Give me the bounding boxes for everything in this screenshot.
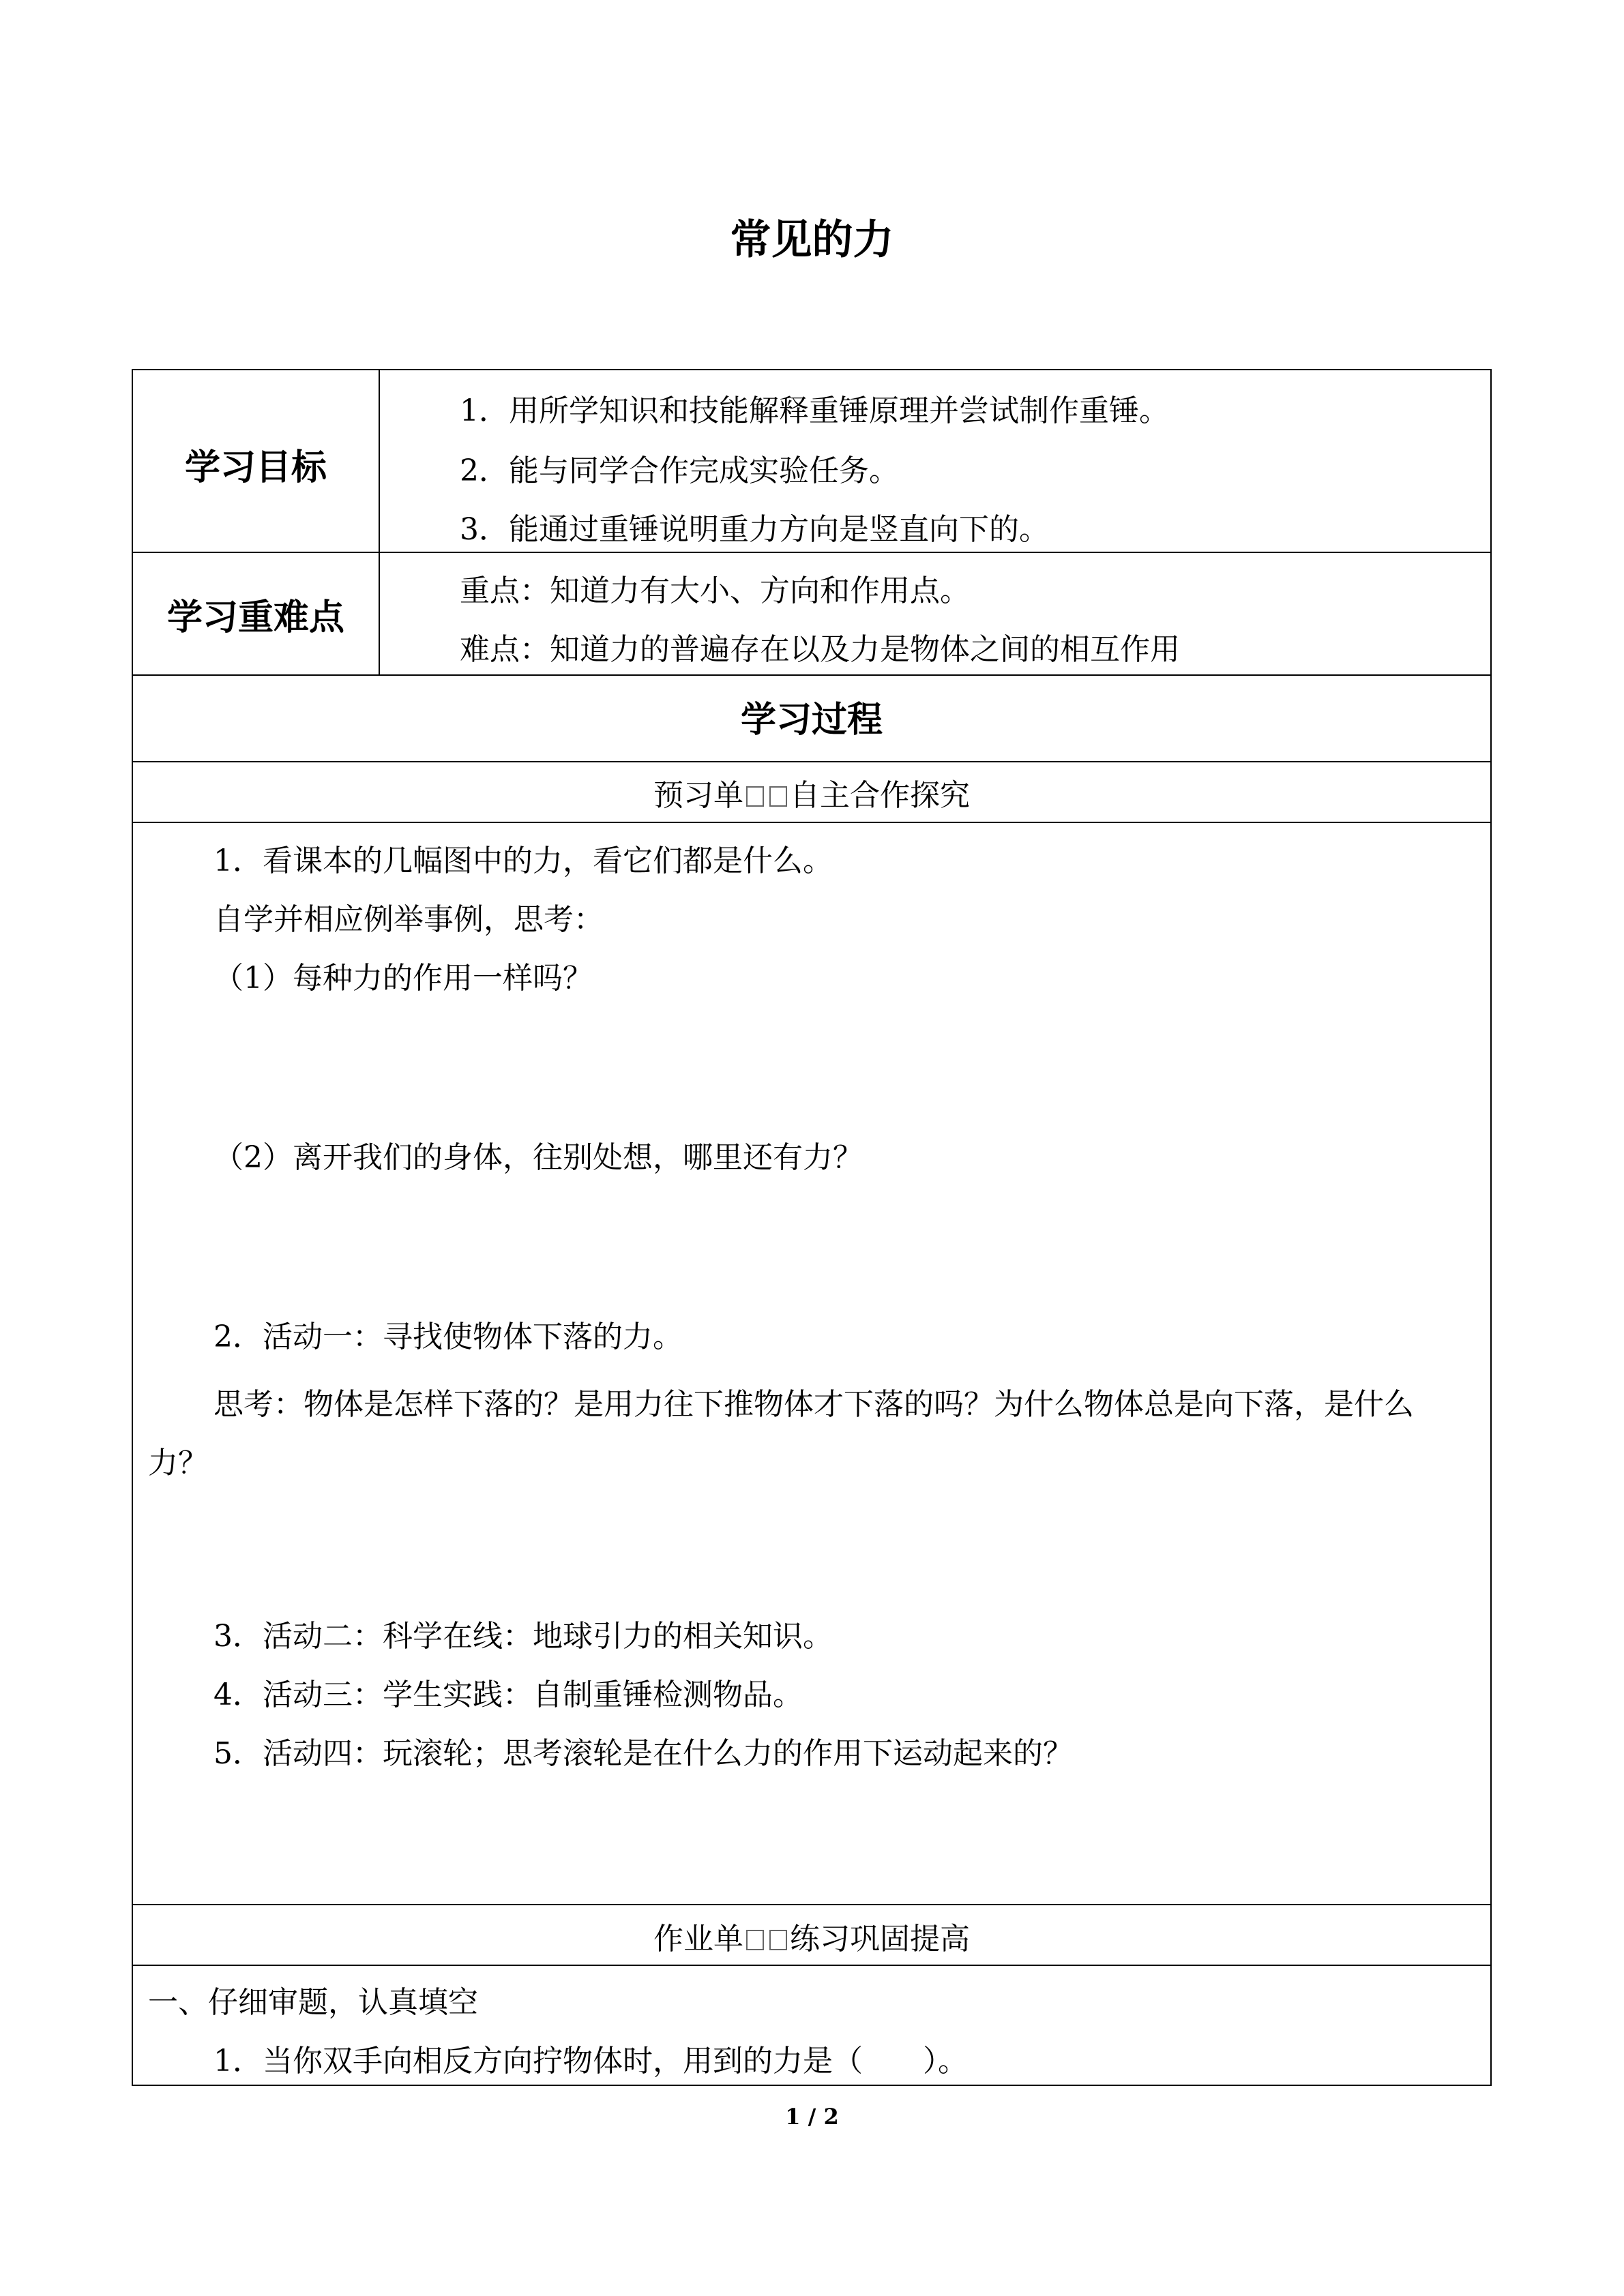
placeholder-box-icon — [769, 1930, 787, 1950]
worksheet-table — [132, 369, 1492, 2086]
row-divider — [133, 822, 1490, 823]
preview-line: 思考：物体是怎样下落的？是用力往下推物体才下落的吗？为什么物体总是向下落，是什么力？ — [148, 1387, 1414, 1480]
objectives-label: 学习目标 — [184, 447, 327, 488]
page-number: 1 / 2 — [785, 2104, 839, 2130]
placeholder-box-icon — [746, 786, 764, 807]
homework-heading — [133, 1914, 1490, 1958]
objective-item: 3．能通过重锤说明重力方向是竖直向下的。 — [460, 512, 1049, 547]
column-divider — [379, 370, 380, 674]
key-points-label: 学习重难点 — [166, 597, 344, 638]
row-divider — [133, 674, 1490, 676]
preview-heading — [133, 771, 1490, 814]
placeholder-box-icon — [769, 786, 787, 807]
preview-line: 5．活动四：玩滚轮；思考滚轮是在什么力的作用下运动起来的？ — [213, 1736, 1073, 1771]
row-divider — [133, 1904, 1490, 1905]
process-heading: 学习过程 — [740, 700, 883, 741]
preview-line: 自学并相应例举事例，思考： — [213, 902, 604, 937]
row-divider — [133, 552, 1490, 553]
objective-item: 2．能与同学合作完成实验任务。 — [460, 453, 899, 488]
homework-question: 1．当你双手向相反方向拧物体时，用到的力是（ ）。 — [213, 2044, 968, 2078]
preview-line: 1．看课本的几幅图中的力，看它们都是什么。 — [213, 844, 833, 878]
objective-item: 1．用所学知识和技能解释重锤原理并尝试制作重锤。 — [460, 393, 1169, 428]
difficulty-text: 难点：知道力的普遍存在以及力是物体之间的相互作用 — [460, 632, 1180, 667]
homework-heading-post: 练习巩固提高 — [790, 1922, 970, 1956]
preview-line: （2）离开我们的身体，往别处想，哪里还有力？ — [213, 1140, 863, 1175]
preview-heading-pre: 预习单 — [653, 778, 743, 813]
homework-section: 一、仔细审题，认真填空 — [148, 1985, 478, 2020]
page-title: 常见的力 — [730, 216, 894, 264]
preview-line: 2．活动一：寻找使物体下落的力。 — [213, 1320, 683, 1354]
preview-line: 3．活动二：科学在线：地球引力的相关知识。 — [213, 1619, 833, 1654]
placeholder-box-icon — [746, 1930, 764, 1950]
preview-line: 4．活动三：学生实践：自制重锤检测物品。 — [213, 1678, 803, 1712]
preview-heading-post: 自主合作探究 — [790, 778, 970, 813]
focus-text: 重点：知道力有大小、方向和作用点。 — [460, 573, 970, 608]
preview-line: （1）每种力的作用一样吗？ — [213, 961, 593, 996]
row-divider — [133, 761, 1490, 762]
row-divider — [133, 1965, 1490, 1966]
homework-heading-pre: 作业单 — [653, 1922, 743, 1956]
